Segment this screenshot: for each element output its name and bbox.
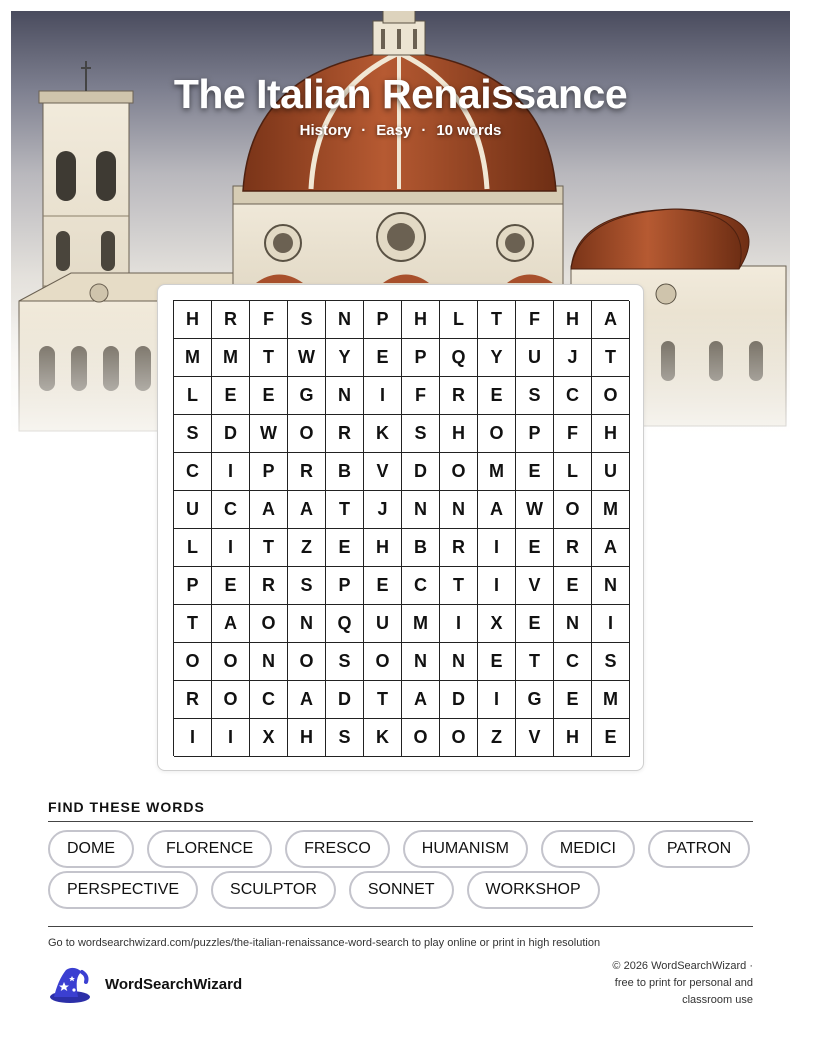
grid-cell[interactable]: D xyxy=(326,681,364,719)
grid-cell[interactable]: R xyxy=(288,453,326,491)
grid-cell[interactable]: V xyxy=(516,719,554,757)
grid-cell[interactable]: U xyxy=(592,453,630,491)
grid-cell[interactable]: E xyxy=(554,567,592,605)
grid-cell[interactable]: R xyxy=(250,567,288,605)
grid-cell[interactable]: F xyxy=(250,301,288,339)
grid-cell[interactable]: I xyxy=(478,567,516,605)
grid-cell[interactable]: X xyxy=(478,605,516,643)
grid-cell[interactable]: B xyxy=(326,453,364,491)
grid-cell[interactable]: D xyxy=(440,681,478,719)
grid-cell[interactable]: Z xyxy=(478,719,516,757)
word-list-row xyxy=(48,871,753,909)
grid-cell[interactable]: C xyxy=(554,377,592,415)
grid-cell[interactable]: N xyxy=(402,491,440,529)
word-chip: MEDICI xyxy=(541,830,635,868)
grid-cell[interactable]: V xyxy=(516,567,554,605)
word-chip: PATRON xyxy=(648,830,750,868)
grid-cell[interactable]: E xyxy=(364,567,402,605)
grid-cell[interactable]: S xyxy=(592,643,630,681)
grid-cell[interactable]: Q xyxy=(326,605,364,643)
grid-cell[interactable]: R xyxy=(440,529,478,567)
subject-label: History xyxy=(299,122,352,139)
grid-cell[interactable]: A xyxy=(478,491,516,529)
grid-cell[interactable]: O xyxy=(364,643,402,681)
grid-cell[interactable]: N xyxy=(554,605,592,643)
grid-cell[interactable]: P xyxy=(250,453,288,491)
grid-cell[interactable]: I xyxy=(478,529,516,567)
word-list-row xyxy=(48,830,753,868)
grid-cell[interactable]: O xyxy=(554,491,592,529)
grid-cell[interactable]: E xyxy=(212,377,250,415)
grid-cell[interactable]: K xyxy=(364,415,402,453)
grid-cell[interactable]: I xyxy=(440,605,478,643)
brand-name: WordSearchWizard xyxy=(105,975,243,993)
word-list-heading: FIND THESE WORDS xyxy=(48,799,205,815)
grid-cell[interactable]: A xyxy=(592,529,630,567)
grid-cell[interactable]: E xyxy=(250,377,288,415)
grid-cell[interactable]: R xyxy=(174,681,212,719)
grid-cell[interactable]: G xyxy=(516,681,554,719)
grid-cell[interactable]: N xyxy=(402,643,440,681)
grid-cell[interactable]: Y xyxy=(326,339,364,377)
grid-cell[interactable]: O xyxy=(288,415,326,453)
page-title: The Italian Renaissance xyxy=(173,71,628,117)
grid-cell[interactable]: O xyxy=(402,719,440,757)
grid-cell[interactable]: D xyxy=(402,453,440,491)
grid-cell[interactable]: A xyxy=(288,681,326,719)
puzzle-meta xyxy=(11,122,790,139)
grid-cell[interactable]: T xyxy=(250,339,288,377)
grid-cell[interactable]: N xyxy=(250,643,288,681)
grid-cell[interactable]: O xyxy=(174,643,212,681)
grid-cell[interactable]: H xyxy=(554,719,592,757)
puzzle-card xyxy=(157,284,644,771)
grid-cell[interactable]: S xyxy=(288,567,326,605)
grid-cell[interactable]: R xyxy=(554,529,592,567)
grid-cell[interactable]: E xyxy=(212,567,250,605)
grid-cell[interactable]: H xyxy=(440,415,478,453)
grid-cell[interactable]: V xyxy=(364,453,402,491)
grid-cell[interactable]: N xyxy=(326,377,364,415)
grid-cell[interactable]: U xyxy=(364,605,402,643)
copyright-line: classroom use xyxy=(682,994,753,1006)
grid-cell[interactable]: F xyxy=(516,301,554,339)
grid-cell[interactable]: A xyxy=(212,605,250,643)
grid-cell[interactable]: E xyxy=(516,529,554,567)
grid-cell[interactable]: L xyxy=(440,301,478,339)
grid-cell[interactable]: C xyxy=(174,453,212,491)
grid-cell[interactable]: C xyxy=(554,643,592,681)
grid-cell[interactable]: F xyxy=(554,415,592,453)
grid-cell[interactable]: N xyxy=(592,567,630,605)
brand-logo[interactable] xyxy=(48,964,242,1004)
grid-cell[interactable]: R xyxy=(440,377,478,415)
online-play-link[interactable]: Go to wordsearchwizard.com/puzzles/the-italian-renaissance-word-search to play online or print in high resolution xyxy=(48,937,601,949)
grid-cell[interactable]: S xyxy=(516,377,554,415)
grid-cell[interactable]: C xyxy=(402,567,440,605)
grid-cell[interactable]: M xyxy=(174,339,212,377)
grid-cell[interactable]: P xyxy=(174,567,212,605)
grid-cell[interactable]: E xyxy=(554,681,592,719)
word-list xyxy=(48,830,753,912)
grid-cell[interactable]: O xyxy=(212,681,250,719)
grid-cell[interactable]: N xyxy=(326,301,364,339)
grid-cell[interactable]: E xyxy=(478,643,516,681)
grid-cell[interactable]: G xyxy=(288,377,326,415)
grid-cell[interactable]: T xyxy=(592,339,630,377)
grid-cell[interactable]: M xyxy=(592,491,630,529)
grid-cell[interactable]: T xyxy=(174,605,212,643)
grid-cell[interactable]: I xyxy=(364,377,402,415)
word-chip: SCULPTOR xyxy=(211,871,336,909)
grid-cell[interactable]: O xyxy=(250,605,288,643)
grid-cell[interactable]: T xyxy=(364,681,402,719)
grid-cell[interactable]: L xyxy=(554,453,592,491)
grid-cell[interactable]: I xyxy=(478,681,516,719)
grid-cell[interactable]: R xyxy=(326,415,364,453)
grid-cell[interactable]: D xyxy=(212,415,250,453)
grid-cell[interactable]: J xyxy=(554,339,592,377)
grid-cell[interactable]: O xyxy=(592,377,630,415)
grid-cell[interactable]: W xyxy=(288,339,326,377)
grid-cell[interactable]: M xyxy=(592,681,630,719)
grid-cell[interactable]: A xyxy=(288,491,326,529)
difficulty-label: Easy xyxy=(376,122,412,139)
grid-cell[interactable]: X xyxy=(250,719,288,757)
word-chip: FRESCO xyxy=(285,830,390,868)
grid-cell[interactable]: H xyxy=(402,301,440,339)
grid-cell[interactable]: I xyxy=(592,605,630,643)
divider xyxy=(48,926,753,927)
grid-cell[interactable]: Z xyxy=(288,529,326,567)
grid-cell[interactable]: Q xyxy=(440,339,478,377)
grid-cell[interactable]: A xyxy=(402,681,440,719)
grid-cell[interactable]: W xyxy=(516,491,554,529)
grid-cell[interactable]: H xyxy=(592,415,630,453)
grid-cell[interactable]: M xyxy=(478,453,516,491)
grid-cell[interactable]: I xyxy=(174,719,212,757)
grid-cell[interactable]: T xyxy=(478,301,516,339)
copyright-notice xyxy=(583,958,753,1009)
word-chip: PERSPECTIVE xyxy=(48,871,198,909)
grid-cell[interactable]: A xyxy=(592,301,630,339)
grid-cell[interactable]: S xyxy=(326,643,364,681)
grid-cell[interactable]: T xyxy=(250,529,288,567)
grid-cell[interactable]: S xyxy=(174,415,212,453)
word-chip: FLORENCE xyxy=(147,830,272,868)
grid-cell[interactable]: C xyxy=(212,491,250,529)
grid-cell[interactable]: F xyxy=(402,377,440,415)
grid-cell[interactable]: P xyxy=(516,415,554,453)
letter-grid[interactable] xyxy=(173,300,629,756)
grid-cell[interactable]: E xyxy=(516,605,554,643)
grid-cell[interactable]: U xyxy=(174,491,212,529)
grid-cell[interactable]: H xyxy=(288,719,326,757)
grid-cell[interactable]: O xyxy=(212,643,250,681)
grid-cell[interactable]: N xyxy=(440,491,478,529)
copyright-line: © 2026 WordSearchWizard · xyxy=(612,960,753,972)
grid-cell[interactable]: T xyxy=(326,491,364,529)
word-chip: SONNET xyxy=(349,871,454,909)
copyright-line: free to print for personal and xyxy=(614,977,753,989)
grid-cell[interactable]: P xyxy=(364,301,402,339)
grid-cell[interactable]: O xyxy=(440,453,478,491)
grid-cell[interactable]: S xyxy=(402,415,440,453)
grid-cell[interactable]: P xyxy=(402,339,440,377)
meta-separator: · xyxy=(421,122,427,139)
grid-cell[interactable]: P xyxy=(326,567,364,605)
grid-cell[interactable]: O xyxy=(288,643,326,681)
grid-cell[interactable]: S xyxy=(326,719,364,757)
grid-cell[interactable]: E xyxy=(516,453,554,491)
grid-cell[interactable]: A xyxy=(250,491,288,529)
grid-cell[interactable]: M xyxy=(212,339,250,377)
word-chip: WORKSHOP xyxy=(467,871,600,909)
grid-cell[interactable]: W xyxy=(250,415,288,453)
grid-cell[interactable]: O xyxy=(478,415,516,453)
grid-cell[interactable]: O xyxy=(440,719,478,757)
word-count-label: 10 words xyxy=(436,122,502,139)
grid-cell[interactable]: U xyxy=(516,339,554,377)
word-chip: DOME xyxy=(48,830,134,868)
grid-cell[interactable]: L xyxy=(174,529,212,567)
grid-cell[interactable]: H xyxy=(554,301,592,339)
grid-cell[interactable]: Y xyxy=(478,339,516,377)
grid-cell[interactable]: B xyxy=(402,529,440,567)
grid-cell[interactable]: S xyxy=(288,301,326,339)
word-chip: HUMANISM xyxy=(403,830,528,868)
divider xyxy=(48,821,753,822)
wizard-hat-icon xyxy=(48,964,92,1004)
grid-cell[interactable]: I xyxy=(212,529,250,567)
grid-cell[interactable]: C xyxy=(250,681,288,719)
grid-cell[interactable]: N xyxy=(440,643,478,681)
grid-cell[interactable]: H xyxy=(174,301,212,339)
grid-cell[interactable]: H xyxy=(364,529,402,567)
grid-cell[interactable]: I xyxy=(212,719,250,757)
grid-cell[interactable]: E xyxy=(326,529,364,567)
meta-separator: · xyxy=(361,122,367,139)
grid-cell[interactable]: T xyxy=(516,643,554,681)
grid-cell[interactable]: E xyxy=(478,377,516,415)
grid-cell[interactable]: R xyxy=(212,301,250,339)
grid-cell[interactable]: M xyxy=(402,605,440,643)
grid-cell[interactable]: E xyxy=(592,719,630,757)
grid-cell[interactable]: L xyxy=(174,377,212,415)
grid-cell[interactable]: K xyxy=(364,719,402,757)
grid-cell[interactable]: J xyxy=(364,491,402,529)
grid-cell[interactable]: E xyxy=(364,339,402,377)
grid-cell[interactable]: I xyxy=(212,453,250,491)
grid-cell[interactable]: N xyxy=(288,605,326,643)
grid-cell[interactable]: T xyxy=(440,567,478,605)
